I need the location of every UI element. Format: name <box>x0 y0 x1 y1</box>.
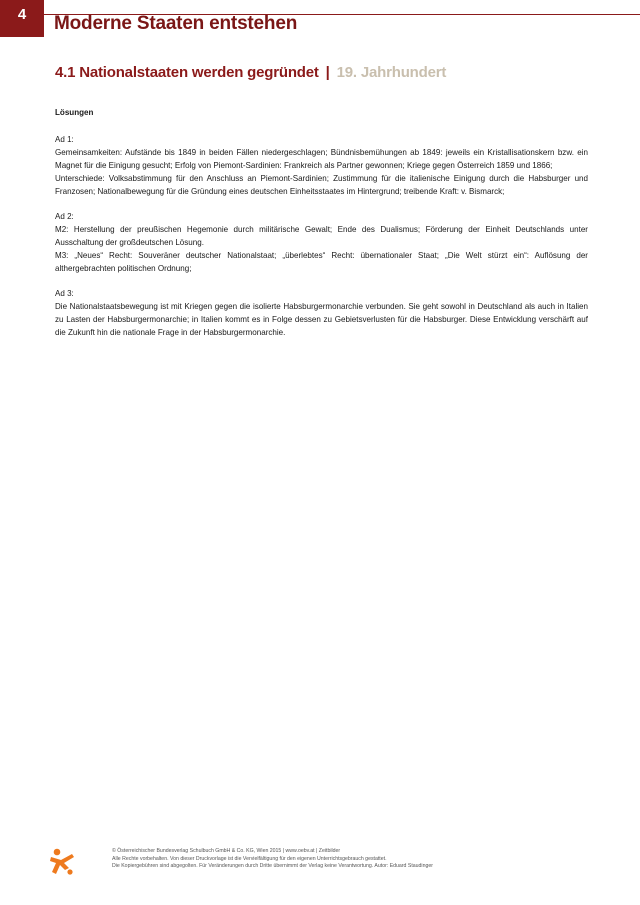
answer-block <box>55 288 588 340</box>
footer-line: © Österreichischer Bundesverlag Schulbuch GmbH & Co. KG, Wien 2015 | www.oebv.at | Zeitbilder <box>112 848 341 854</box>
answer-paragraph: M3: „Neues“ Recht: Souveräner deutscher Nationalstaat; „überlebtes“ Recht: übernationaler Staat; „Die Welt stürzt ein“: Auflösung der althergebrachten politischen Ordnung; <box>55 250 588 273</box>
section-era: 19. Jahrhundert <box>336 64 447 81</box>
solutions-heading: Lösungen <box>55 108 94 117</box>
footer-legal <box>112 848 612 871</box>
chapter-number: 4 <box>17 6 27 23</box>
answer-title: Ad 2: <box>55 211 74 221</box>
chapter-number-badge <box>0 0 44 37</box>
orange-star-figure-icon <box>48 848 76 878</box>
footer-line: Die Kopiergebühren sind abgegolten. Für Veränderungen durch Dritte übernimmt der Verlag keine Verantwortung. Autor: Eduard Staudinger <box>112 863 433 870</box>
footer-line: Alle Rechte vorbehalten. Von dieser Druckvorlage ist die Vervielfältigung für den eigenen Unterrichtsgebrauch gestattet. <box>112 855 387 862</box>
answer-paragraph: Gemeinsamkeiten: Aufstände bis 1849 in beiden Fällen niedergeschlagen; Bündnisbemühungen ab 1849: jeweils ein Kristallisationskern bzw. ein Magnet für die Einigung gesucht; Erfolg von Piemont-Sardinien: Frankreich als Partner gewonnen; Kriege gegen Österreich 1859 und 1866; <box>55 147 588 170</box>
section-title: 4.1 Nationalstaaten werden gegründet <box>55 64 319 81</box>
section-heading <box>55 64 446 81</box>
answer-title: Ad 1: <box>55 134 74 144</box>
solutions-content <box>55 107 588 352</box>
answer-paragraph: M2: Herstellung der preußischen Hegemonie durch militärische Gewalt; Ende des Dualismus; Förderung der Einheit Deutschlands unter Ausschaltung der großdeutschen Lösung. <box>55 224 588 247</box>
answer-block <box>55 211 588 276</box>
answer-block <box>55 134 588 199</box>
answer-paragraph: Unterschiede: Volksabstimmung für den Anschluss an Piemont-Sardinien; Zustimmung für die italienische Einigung durch die Habsburger und Franzosen; Nationalbewegung für die Gründung eines deutschen Einheitsstaates im Hintergrund; treibende Kraft: v. Bismarck; <box>55 173 588 196</box>
chapter-title: Moderne Staaten entstehen <box>54 13 298 34</box>
answer-title: Ad 3: <box>55 288 74 298</box>
answer-paragraph: Die Nationalstaatsbewegung ist mit Kriegen gegen die isolierte Habsburgermonarchie verbunden. Sie geht sowohl in Deutschland als auch in Italien zu Lasten der Habsburgermonarchie; in Italien kommt es in Folge dessen zu Gebietsverlusten für die Habsburger. Diese Entwicklung verschärft auf die Zukunft hin die nationale Frage in der Habsburgermonarchie. <box>55 301 588 337</box>
section-separator: | <box>325 64 330 81</box>
